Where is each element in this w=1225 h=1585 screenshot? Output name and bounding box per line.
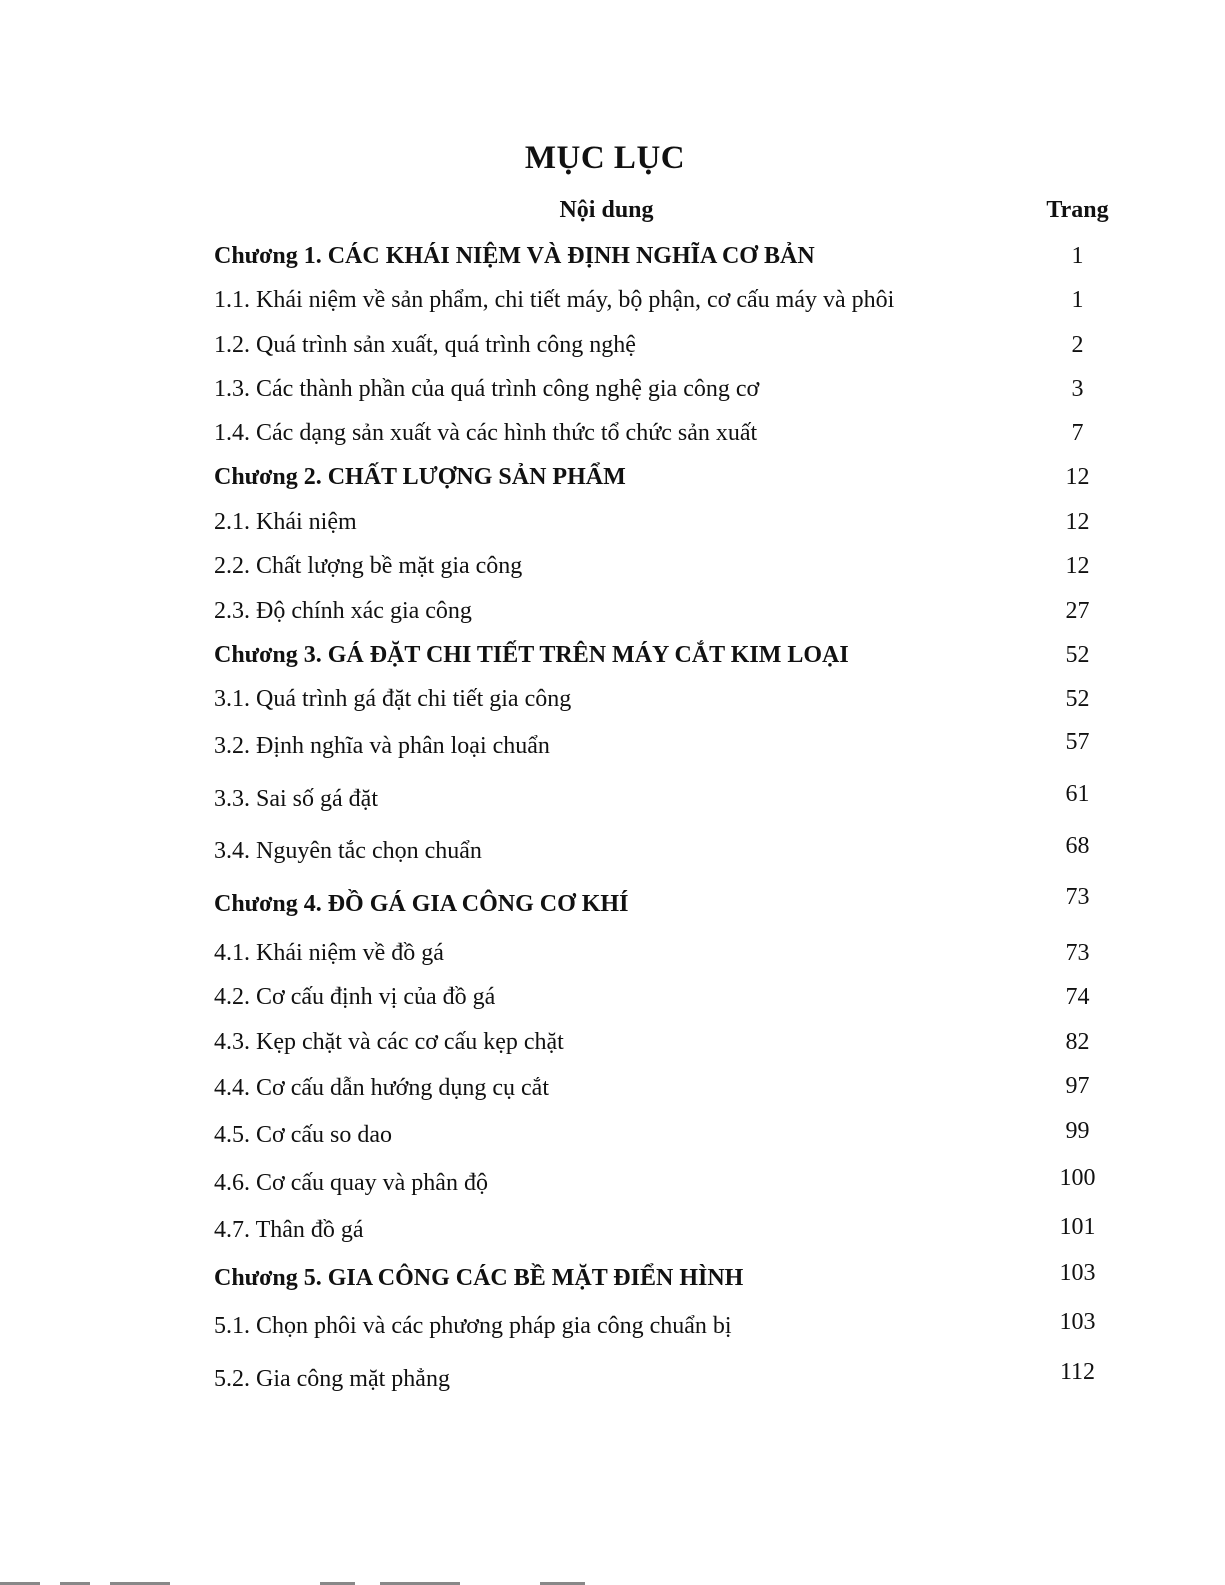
- toc-section-row: [214, 940, 1119, 974]
- column-header-content: Nội dung: [559, 197, 654, 223]
- chapter-title: Chương 4. ĐỒ GÁ GIA CÔNG CƠ KHÍ: [214, 891, 629, 917]
- page-number: 97: [1065, 1073, 1090, 1099]
- page-number: 52: [1065, 686, 1090, 712]
- section-title: 2.2. Chất lượng bề mặt gia công: [214, 553, 523, 579]
- toc-section-row: [214, 332, 1119, 366]
- scan-artifact: [0, 1579, 1225, 1585]
- page-number: 73: [1065, 940, 1090, 966]
- page-number: 99: [1065, 1118, 1090, 1144]
- page-number: 82: [1065, 1029, 1090, 1055]
- section-title: 3.2. Định nghĩa và phân loại chuẩn: [214, 733, 550, 759]
- section-title: 4.2. Cơ cấu định vị của đồ gá: [214, 984, 496, 1010]
- toc-section-row: [214, 553, 1119, 587]
- toc-section-row: [214, 729, 1119, 767]
- page-number: 101: [1059, 1214, 1096, 1240]
- toc-section-row: [214, 598, 1119, 632]
- section-title: 4.6. Cơ cấu quay và phân độ: [214, 1170, 488, 1196]
- page-number: 74: [1065, 984, 1090, 1010]
- toc-chapter-row: [214, 1260, 1119, 1299]
- section-title: 5.1. Chọn phôi và các phương pháp gia công chuẩn bị: [214, 1313, 732, 1339]
- section-title: 4.3. Kẹp chặt và các cơ cấu kẹp chặt: [214, 1029, 564, 1055]
- toc-section-row: [214, 686, 1119, 720]
- toc-section-row: [214, 1165, 1119, 1204]
- page-number: 7: [1071, 420, 1084, 446]
- chapter-title: Chương 3. GÁ ĐẶT CHI TIẾT TRÊN MÁY CẮT KIM LOẠI: [214, 642, 849, 668]
- section-title: 3.3. Sai số gá đặt: [214, 786, 378, 812]
- page-number: 12: [1065, 464, 1090, 490]
- chapter-title: Chương 1. CÁC KHÁI NIỆM VÀ ĐỊNH NGHĨA CƠ BẢN: [214, 243, 815, 269]
- toc-section-row: [214, 1359, 1119, 1400]
- section-title: 1.1. Khái niệm về sản phẩm, chi tiết máy, bộ phận, cơ cấu máy và phôi: [214, 287, 895, 313]
- page-number: 1: [1071, 243, 1084, 269]
- page-number: 112: [1059, 1359, 1096, 1385]
- page-number: 100: [1059, 1165, 1096, 1191]
- toc-section-row: [214, 1029, 1119, 1063]
- section-title: 4.1. Khái niệm về đồ gá: [214, 940, 444, 966]
- page-number: 1: [1071, 287, 1084, 313]
- page-number: 3: [1071, 376, 1084, 402]
- page-number: 2: [1071, 332, 1084, 358]
- page-number: 27: [1065, 598, 1090, 624]
- toc-section-row: [214, 1075, 1119, 1109]
- section-title: 4.5. Cơ cấu so dao: [214, 1122, 392, 1148]
- section-title: 1.2. Quá trình sản xuất, quá trình công nghệ: [214, 332, 636, 358]
- page-number: 103: [1059, 1309, 1096, 1335]
- page-number: 52: [1065, 642, 1090, 668]
- toc-section-row: [214, 781, 1119, 820]
- page-number: 68: [1065, 833, 1090, 859]
- section-title: 2.1. Khái niệm: [214, 509, 357, 535]
- toc-section-row: [214, 376, 1119, 410]
- page-number: 103: [1059, 1260, 1096, 1286]
- toc-section-row: [214, 1214, 1119, 1251]
- section-title: 3.1. Quá trình gá đặt chi tiết gia công: [214, 686, 572, 712]
- section-title: 4.4. Cơ cấu dẫn hướng dụng cụ cắt: [214, 1075, 549, 1101]
- section-title: 1.4. Các dạng sản xuất và các hình thức tổ chức sản xuất: [214, 420, 758, 446]
- page-number: 61: [1065, 781, 1090, 807]
- toc-section-row: [214, 984, 1119, 1018]
- chapter-title: Chương 5. GIA CÔNG CÁC BỀ MẶT ĐIỂN HÌNH: [214, 1265, 744, 1291]
- section-title: 3.4. Nguyên tắc chọn chuẩn: [214, 838, 482, 864]
- toc-section-row: [214, 833, 1119, 872]
- toc-chapter-row: [214, 243, 1119, 277]
- section-title: 4.7. Thân đồ gá: [214, 1217, 364, 1243]
- toc-section-row: [214, 287, 1119, 321]
- toc-chapter-row: [214, 884, 1119, 925]
- page-title: MỤC LỤC: [524, 140, 686, 176]
- section-title: 2.3. Độ chính xác gia công: [214, 598, 472, 624]
- column-header-page: Trang: [1046, 197, 1109, 223]
- toc-section-row: [214, 1118, 1119, 1156]
- section-title: 1.3. Các thành phần của quá trình công nghệ gia công cơ: [214, 376, 760, 402]
- chapter-title: Chương 2. CHẤT LƯỢNG SẢN PHẨM: [214, 464, 626, 490]
- page-number: 73: [1065, 884, 1090, 910]
- toc-chapter-row: [214, 464, 1119, 498]
- page-number: 12: [1065, 553, 1090, 579]
- section-title: 5.2. Gia công mặt phẳng: [214, 1366, 450, 1392]
- toc-section-row: [214, 1309, 1119, 1347]
- page-number: 12: [1065, 509, 1090, 535]
- toc-section-row: [214, 420, 1119, 454]
- toc-chapter-row: [214, 642, 1119, 676]
- toc-section-row: [214, 509, 1119, 543]
- page-number: 57: [1065, 729, 1090, 755]
